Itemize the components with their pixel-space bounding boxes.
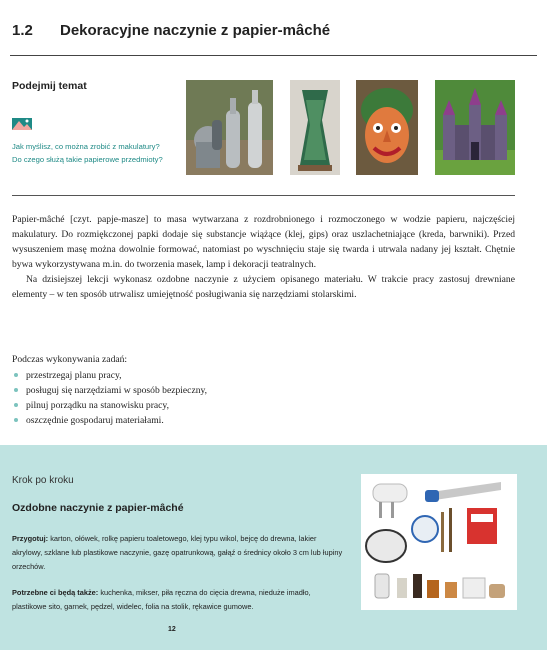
body-paragraph: Na dzisiejszej lekcji wykonasz ozdobne naczynie z użyciem opisanego materiału. W trakcie pracy zastosuj drewniane elementy – w ten sposób utrwalisz umiejętność posługiwania się narzędziami stolarskimi. xyxy=(12,274,515,300)
tools-label: Potrzebne ci będą także: xyxy=(12,588,99,597)
photo-green-vase xyxy=(290,80,340,175)
intro-divider xyxy=(12,195,515,196)
list-item: pilnuj porządku na stanowisku pracy, xyxy=(12,398,207,413)
list-item: posługuj się narzędziami w sposób bezpieczny, xyxy=(12,383,207,398)
tasks-intro: Podczas wykonywania zadań: xyxy=(12,354,128,365)
page-number: 12 xyxy=(168,626,176,633)
materials-list xyxy=(12,532,344,574)
task-list xyxy=(12,368,207,428)
materials-label: Przygotuj: xyxy=(12,534,49,543)
list-item: przestrzegaj planu pracy, xyxy=(12,368,207,383)
step-title: Ozdobne naczynie z papier-mâché xyxy=(12,502,184,514)
list-item: oszczędnie gospodaruj materiałami. xyxy=(12,413,207,428)
intro-title: Podejmij temat xyxy=(12,80,87,92)
photo-castle xyxy=(435,80,515,175)
mountain-icon xyxy=(12,118,32,130)
tools-text: kuchenka, mikser, piła ręczna do cięcia drewna, nieduże imadło, plastikowe sito, garnek, pędzel, widelec, folia na stolik, rękawice gumowe. xyxy=(12,588,311,611)
body-paragraph: Papier-mâché [czyt. papje-masze] to masa wytwarzana z rozdrobnionego i rozmoczonego w wodzie papieru, najczęściej makulatury. Do rozmiękczonej papki dodaje się substancje wiążące (klej, gips) oraz uszlachetniające (kreda, barwniki). Przed wysuszeniem masę można dowolnie formować, natomiast po wyschnięciu staje się twarda i utrwala nadany jej kształt. Chętnie bywa wykorzystywana m.in. do tworzenia masek, lamp i dekoracji teatralnych. xyxy=(12,214,515,270)
intro-question: Jak myślisz, co można zrobić z makulatury? Do czego służą takie papierowe przedmioty? xyxy=(12,142,163,164)
body-text xyxy=(12,212,515,302)
tools-list xyxy=(12,586,344,614)
section-number: 1.2 xyxy=(12,22,33,39)
photo-decorated-bottles xyxy=(186,80,273,175)
photo-carnival-mask xyxy=(356,80,418,175)
section-title: Dekoracyjne naczynie z papier-mâché xyxy=(60,22,331,39)
step-label: Krok po kroku xyxy=(12,475,74,486)
section-header xyxy=(10,20,537,56)
photo-tools-and-materials xyxy=(361,474,517,610)
materials-text: karton, ołówek, rolkę papieru toaletowego, klej typu wikol, bejcę do drewna, lakier akrylowy, szklane lub plastikowe naczynie, gazę opatrunkową, gałąź o średnicy około 3 cm lub łupiny orzechów. xyxy=(12,534,343,571)
